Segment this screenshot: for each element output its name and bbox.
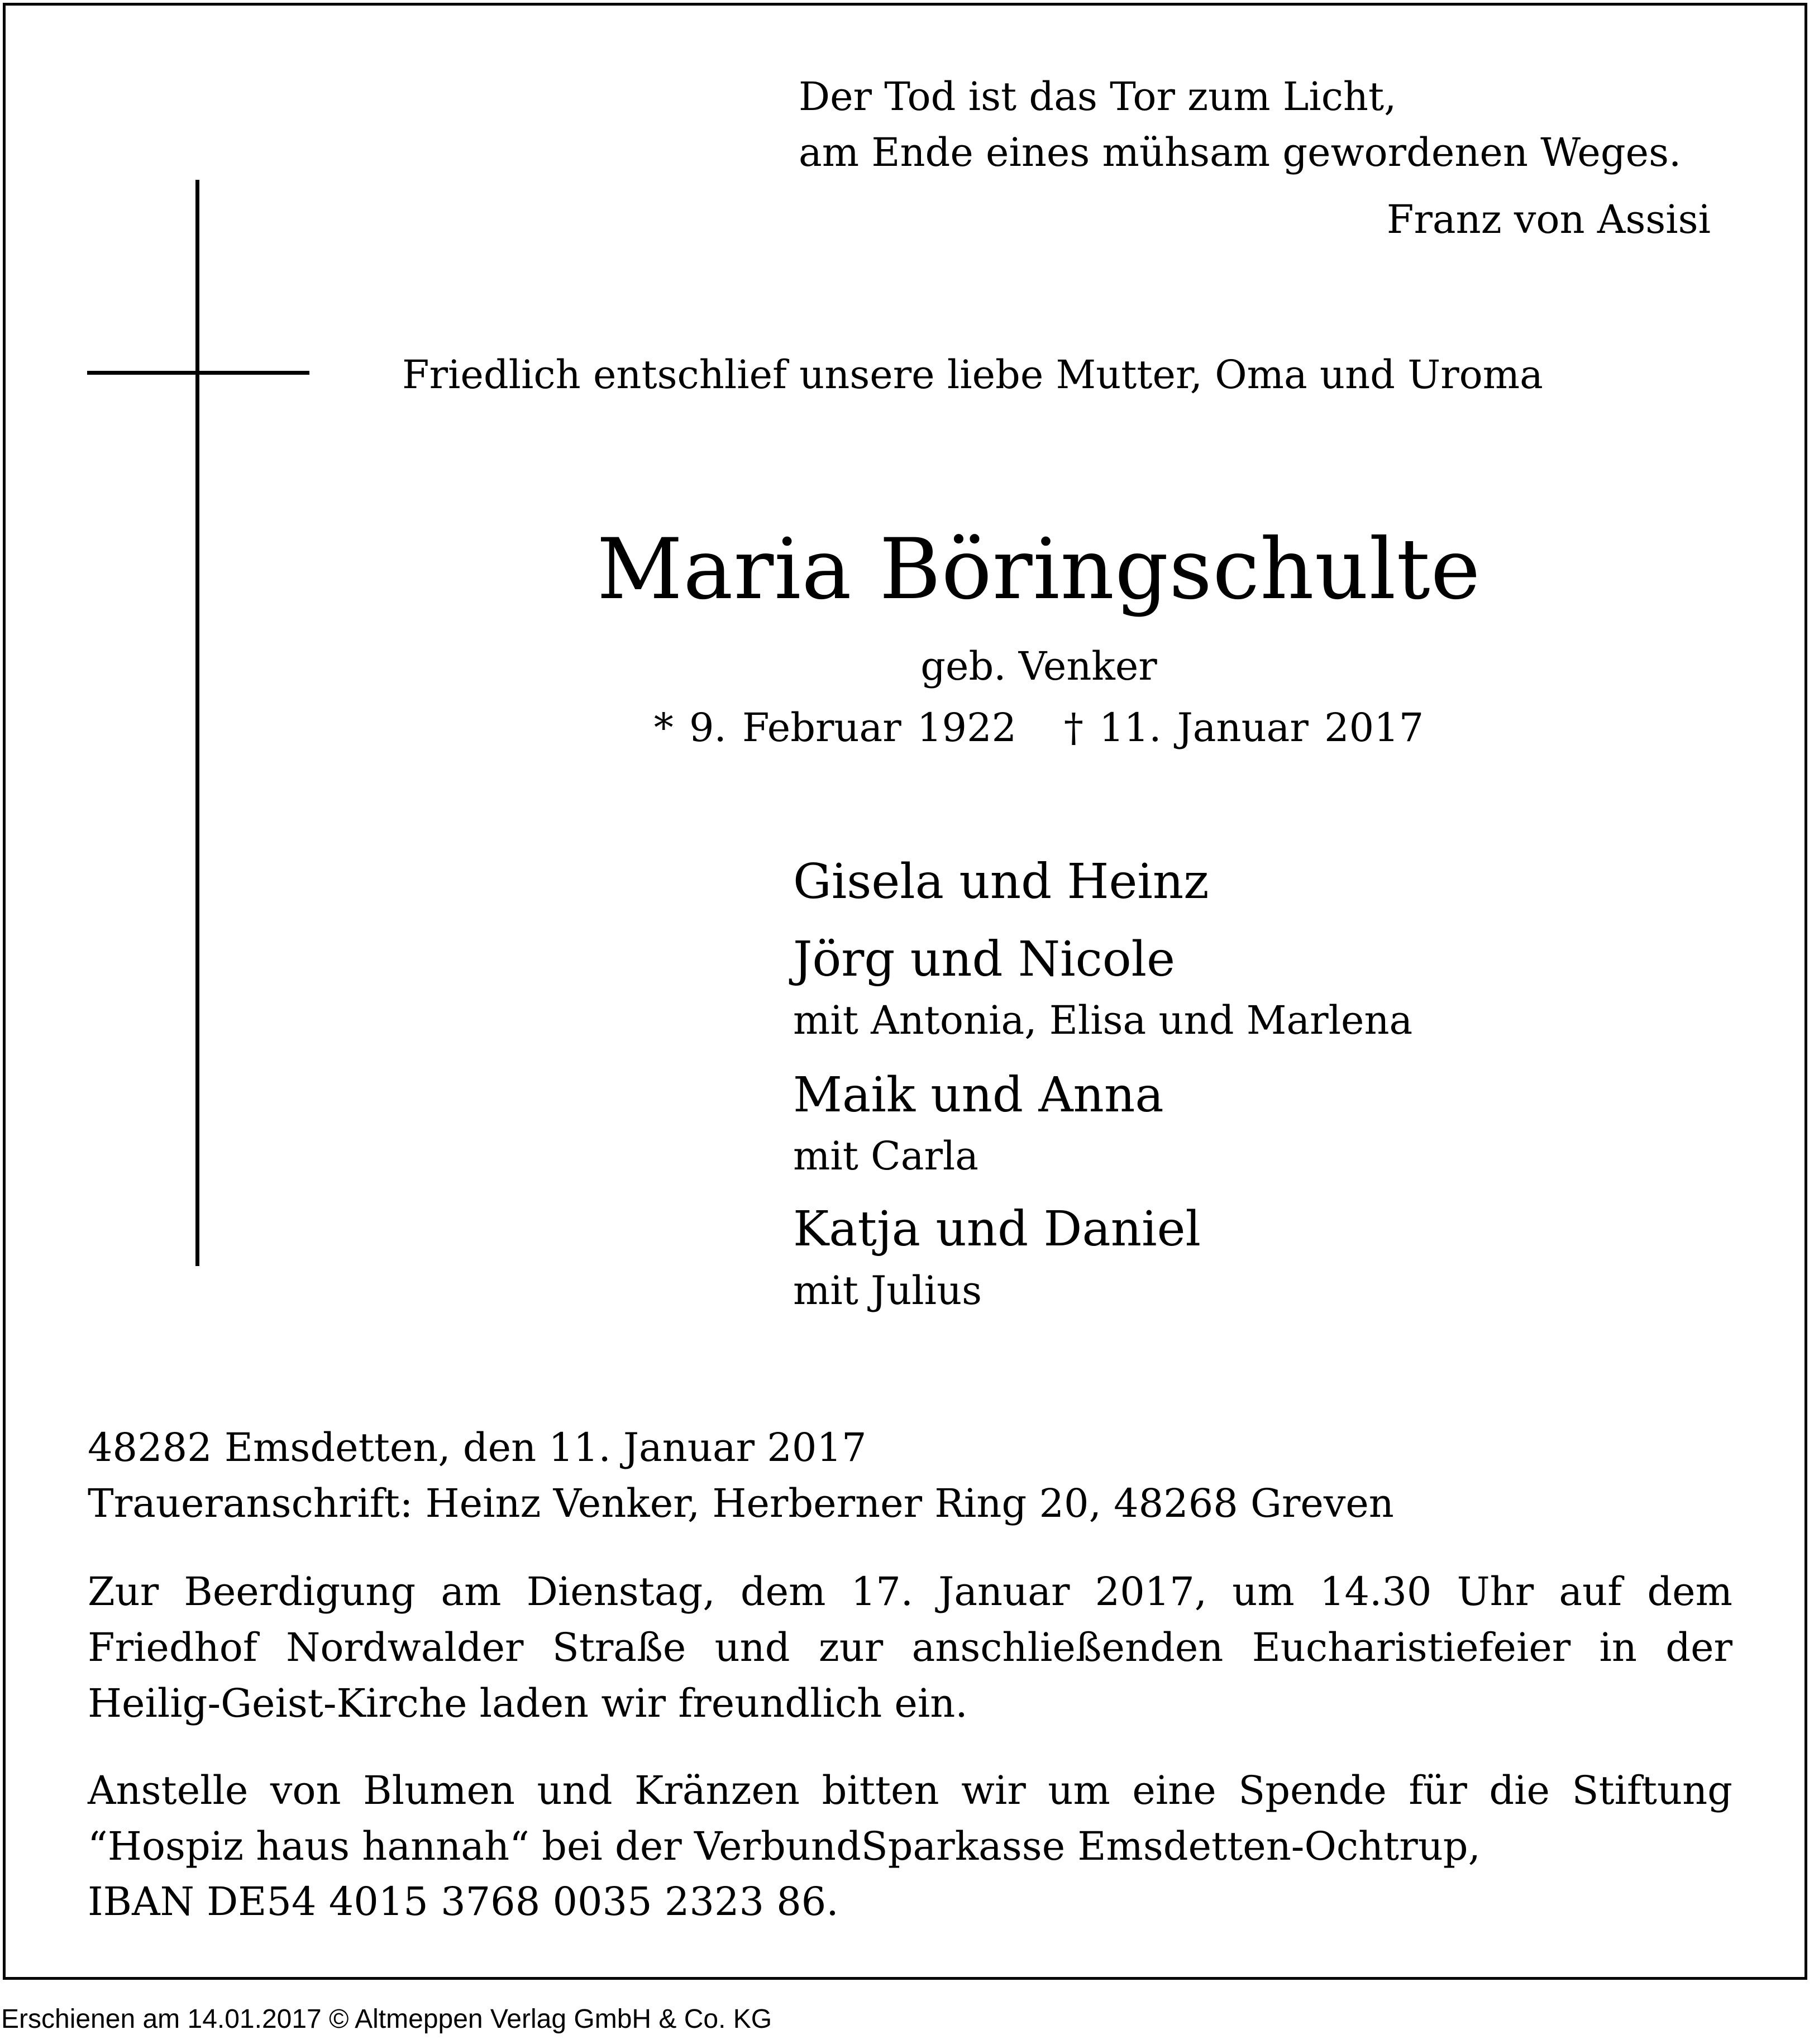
- family-names-3: Maik und Anna: [793, 1067, 1164, 1123]
- family-with-3: mit Carla: [793, 1133, 979, 1179]
- mourning-address: Traueranschrift: Heinz Venker, Herberner Ring 20, 48268 Greven: [88, 1481, 1394, 1526]
- quote-author: Franz von Assisi: [1386, 197, 1711, 242]
- quote-line-2: am Ende eines mühsam gewordenen Weges.: [799, 130, 1682, 175]
- family-names-4: Katja und Daniel: [793, 1201, 1201, 1257]
- maiden-name: geb. Venker: [920, 643, 1157, 689]
- publication-footer: Erschienen am 14.01.2017 © Altmeppen Verlag GmbH & Co. KG: [1, 2004, 772, 2034]
- life-dates: * 9. Februar 1922 † 11. Januar 2017: [653, 705, 1424, 751]
- quote-line-1: Der Tod ist das Tor zum Licht,: [799, 74, 1397, 120]
- family-names-1: Gisela und Heinz: [793, 854, 1209, 910]
- donation-iban: IBAN DE54 4015 3768 0035 2323 86.: [88, 1879, 839, 1924]
- family-with-2: mit Antonia, Elisa und Marlena: [793, 997, 1413, 1043]
- donation-text: Anstelle von Blumen und Kränzen bitten wir um eine Spende für die Stiftung “Hospiz haus hannah“ bei der VerbundSparkasse Emsdetten-Ochtrup,: [88, 1768, 1732, 1869]
- family-with-4: mit Julius: [793, 1268, 982, 1314]
- funeral-text: Zur Beerdigung am Dienstag, dem 17. Januar 2017, um 14.30 Uhr auf dem Friedhof Nordwalder Straße und zur anschließenden Eucharistiefeier in der Heilig-Geist-Kirche laden wir freundlich ein.: [88, 1569, 1732, 1726]
- deceased-name: Maria Böringschulte: [596, 521, 1481, 618]
- cross-icon-horizontal-bar: [87, 371, 309, 375]
- place-date: 48282 Emsdetten, den 11. Januar 2017: [88, 1425, 867, 1470]
- intro-text: Friedlich entschlief unsere liebe Mutter, Oma und Uroma: [402, 352, 1543, 398]
- family-names-2: Jörg und Nicole: [793, 932, 1176, 987]
